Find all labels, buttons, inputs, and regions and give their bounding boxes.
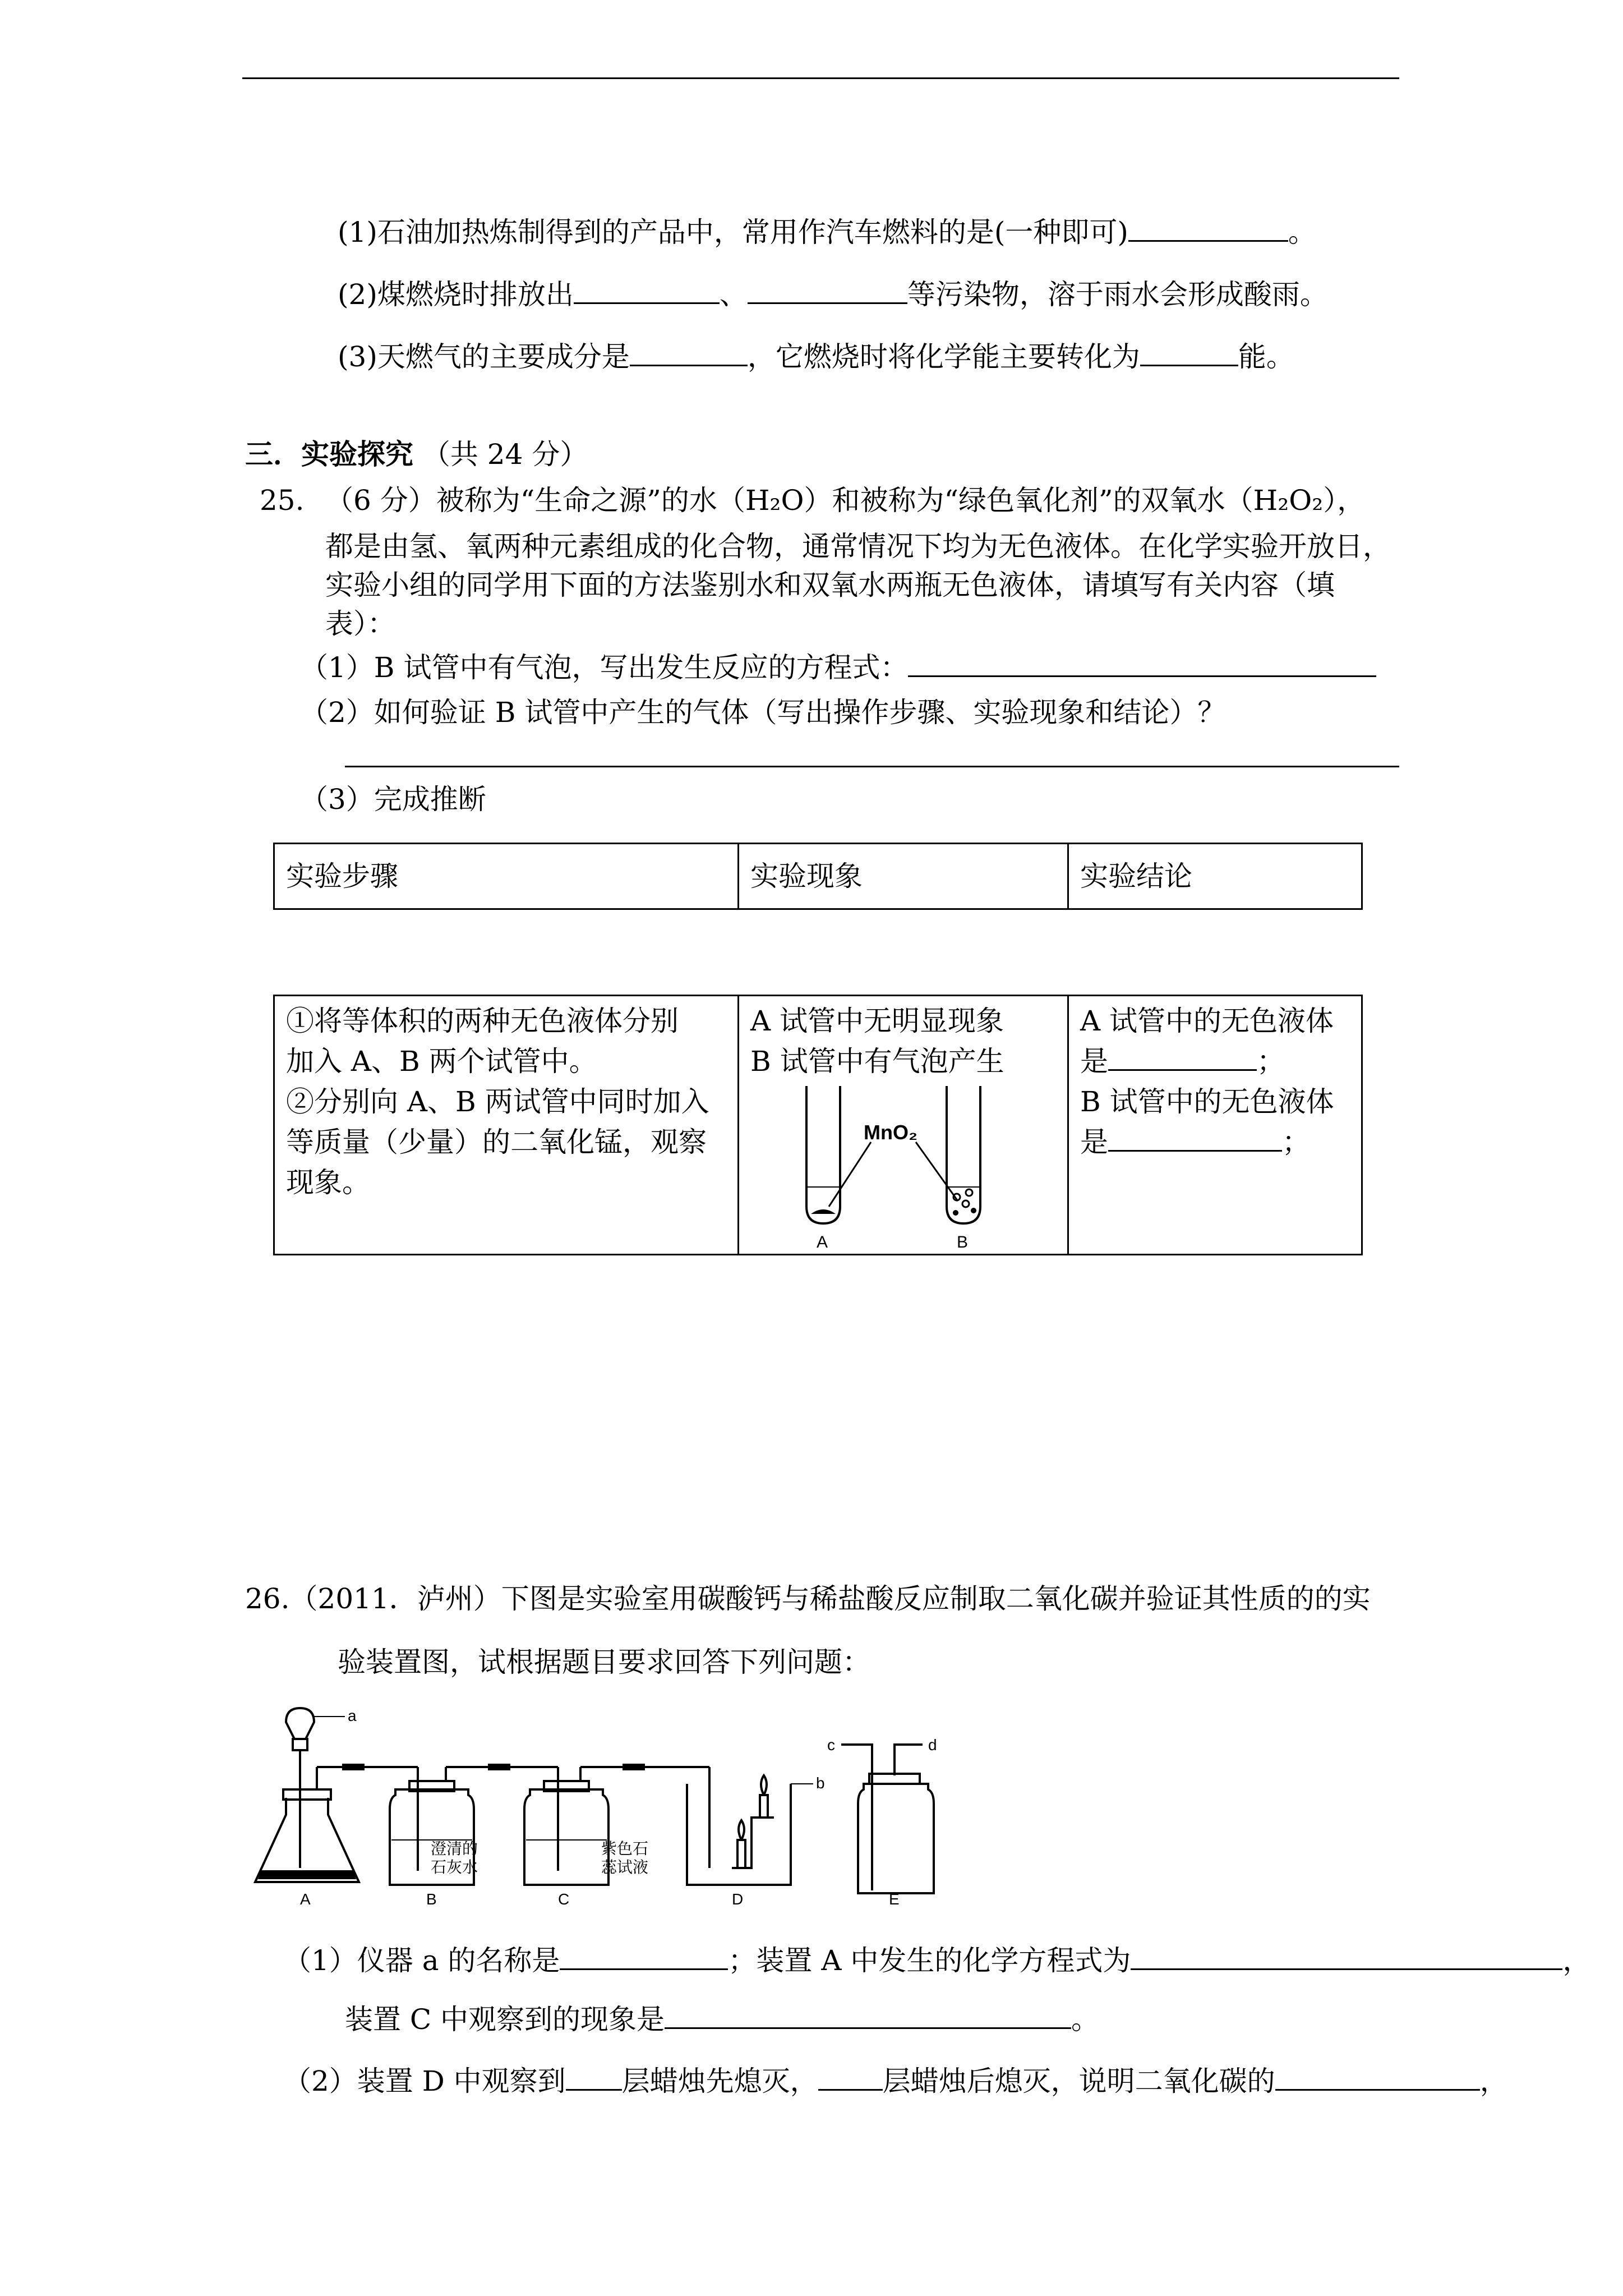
q25-sub1 — [300, 651, 1376, 684]
answer-blank[interactable] — [908, 651, 1376, 677]
q24-part3-text-a: (3)天燃气的主要成分是 — [338, 341, 630, 373]
q26-p2-text-b: 层蜡烛先熄灭， — [621, 2065, 818, 2097]
bubble-icon — [953, 1210, 958, 1216]
section-title: 三．实验探究 — [245, 438, 413, 471]
q26-part1 — [283, 1944, 1590, 1977]
rubber-tube — [342, 1764, 365, 1770]
q26-p1-text-e: 。 — [1071, 2003, 1100, 2036]
q24-part1-end: 。 — [1288, 216, 1316, 249]
inference-table-body — [273, 995, 1363, 1255]
calcium-carbonate — [258, 1871, 356, 1879]
q25-line1: （6 分）被称为“生命之源”的水（H₂O）和被称为“绿色氧化剂”的双氧水（H₂O₂）， — [325, 484, 1366, 517]
mno2-label: MnO₂ — [864, 1121, 917, 1144]
mno2-powder-a — [811, 1209, 836, 1214]
q24-part3 — [338, 340, 1294, 374]
label-C: C — [558, 1890, 570, 1907]
q24-part2-text-c: 等污染物，溶于雨水会形成酸雨。 — [907, 278, 1328, 311]
answer-blank[interactable] — [1108, 1125, 1282, 1152]
section-heading — [245, 438, 588, 471]
label-a: a — [348, 1707, 357, 1724]
q25-line3: 实验小组的同学用下面的方法鉴别水和双氧水两瓶无色液体，请填写有关内容（填 — [325, 569, 1335, 601]
answer-blank[interactable] — [665, 2003, 1071, 2029]
step-line: 加入 A、B 两个试管中。 — [286, 1045, 597, 1078]
step-line: ②分别向 A、B 两试管中同时加入 — [286, 1085, 709, 1118]
label-B: B — [426, 1890, 437, 1907]
q26-p1-text-a: （1）仪器 a 的名称是 — [283, 1944, 560, 1977]
bubble-icon — [966, 1189, 972, 1196]
funnel-stopcock — [293, 1739, 307, 1750]
bottle-e — [858, 1784, 934, 1893]
tube-a-label: A — [817, 1233, 828, 1249]
label-E: E — [889, 1890, 900, 1907]
test-tube-b — [947, 1086, 980, 1223]
answer-blank[interactable] — [1128, 215, 1288, 242]
candle-lower — [737, 1840, 745, 1868]
label-limewater-1: 澄清的 — [431, 1840, 478, 1857]
q26-p1-text-b: ；装置 A 中发生的化学方程式为 — [728, 1944, 1131, 1977]
header-phenomenon: 实验现象 — [739, 844, 1068, 909]
conclusion-is: 是 — [1080, 1045, 1108, 1078]
q25-number: 25. — [260, 484, 305, 517]
answer-blank[interactable] — [1131, 1944, 1562, 1970]
answer-blank[interactable] — [818, 2064, 883, 2091]
flame-lower-icon — [739, 1820, 744, 1840]
tube-d-port — [895, 1745, 923, 1775]
separatory-funnel-a — [286, 1708, 314, 1739]
phenomena-cell — [739, 996, 1068, 1255]
answer-blank[interactable] — [566, 2064, 622, 2091]
rubber-tube — [623, 1764, 645, 1770]
steps-cell — [274, 996, 739, 1255]
answer-blank[interactable] — [574, 278, 720, 304]
conclusion-line — [1080, 1122, 1350, 1162]
label-A: A — [300, 1890, 311, 1907]
label-c: c — [827, 1736, 835, 1754]
co2-apparatus-figure — [252, 1700, 1066, 1907]
q26-p2-text-a: （2）装置 D 中观察到 — [283, 2065, 566, 2097]
flask-a — [255, 1798, 359, 1882]
candle-upper — [760, 1795, 768, 1818]
step-line: 现象。 — [286, 1166, 370, 1199]
q26-part1-cont — [345, 2003, 1099, 2036]
semicolon: ； — [1257, 1045, 1285, 1078]
q24-part2-text-a: (2)煤燃烧时排放出 — [338, 278, 574, 311]
test-tube-a — [806, 1086, 840, 1223]
label-d: d — [928, 1736, 937, 1754]
q24-part2 — [338, 278, 1328, 311]
q24-part1 — [338, 215, 1316, 249]
q26-p2-text-c: 层蜡烛后熄灭，说明二氧化碳的 — [882, 2065, 1275, 2097]
label-b: b — [816, 1774, 825, 1792]
q24-part1-text: (1)石油加热炼制得到的产品中，常用作汽车燃料的是(一种即可) — [338, 216, 1128, 249]
tube-c-port — [841, 1745, 872, 1890]
step-line: ①将等体积的两种无色液体分别 — [286, 1005, 679, 1037]
test-tubes-figure — [778, 1080, 1003, 1249]
label-D: D — [732, 1890, 744, 1907]
q26-part2 — [283, 2064, 1508, 2098]
q25-sub2: （2）如何验证 B 试管中产生的气体（写出操作步骤、实验现象和结论）？ — [300, 696, 1226, 729]
label-litmus-2: 蕊试液 — [601, 1858, 649, 1876]
q25-line4: 表）： — [325, 608, 395, 640]
header-rule — [242, 77, 1399, 79]
q25-sub1-text: （1）B 试管中有气泡，写出发生反应的方程式： — [300, 651, 909, 684]
q25-line2: 都是由氢、氧两种元素组成的化合物，通常情况下均为无色液体。在化学实验开放日， — [325, 530, 1391, 563]
q26-p1-text-d: 装置 C 中观察到的现象是 — [345, 2003, 665, 2036]
q26-line1: 26.（2011．泸州）下图是实验室用碳酸钙与稀盐酸反应制取二氧化碳并验证其性质的的实 — [245, 1582, 1371, 1615]
q24-part2-text-b: 、 — [719, 278, 748, 311]
q26-p2-text-d: ， — [1479, 2065, 1508, 2097]
q25-sub3: （3）完成推断 — [300, 783, 486, 816]
phenomenon-line: B 试管中有气泡产生 — [750, 1045, 1004, 1078]
answer-blank[interactable] — [630, 340, 748, 366]
flame-upper-icon — [761, 1775, 767, 1795]
header-conclusion: 实验结论 — [1068, 844, 1362, 909]
phenomenon-line: A 试管中无明显现象 — [750, 1005, 1004, 1037]
answer-blank[interactable] — [1140, 340, 1238, 366]
section-score: （共 24 分） — [422, 438, 588, 471]
rubber-tube — [488, 1764, 510, 1770]
q24-part3-text-b: ，它燃烧时将化学能主要转化为 — [747, 341, 1140, 373]
q26-p1-text-c: ， — [1562, 1944, 1591, 1977]
stopper-a — [283, 1789, 331, 1800]
conclusion-line: A 试管中的无色液体 — [1080, 1005, 1334, 1037]
q26-line2: 验装置图，试根据题目要求回答下列问题： — [338, 1646, 870, 1678]
conclusion-line — [1080, 1041, 1350, 1082]
conclusion-cell — [1068, 996, 1362, 1255]
tube-b-label: B — [957, 1233, 969, 1249]
bubble-icon — [962, 1200, 969, 1207]
bubble-icon — [971, 1208, 976, 1213]
pointer-line — [829, 1142, 871, 1207]
label-litmus-1: 紫色石 — [601, 1840, 649, 1857]
semicolon: ； — [1282, 1126, 1310, 1158]
answer-blank[interactable] — [560, 1944, 728, 1970]
label-limewater-2: 石灰水 — [431, 1858, 478, 1876]
conclusion-is: 是 — [1080, 1126, 1108, 1158]
answer-blank[interactable] — [1275, 2064, 1480, 2091]
pointer-line — [916, 1142, 958, 1201]
bottle-c — [524, 1789, 608, 1885]
q24-part3-text-c: 能。 — [1238, 341, 1294, 373]
step-line: 等质量（少量）的二氧化锰，观察 — [286, 1126, 707, 1158]
inference-table-header — [273, 843, 1363, 910]
answer-line[interactable] — [345, 766, 1399, 767]
answer-blank[interactable] — [1108, 1045, 1257, 1071]
answer-blank[interactable] — [748, 278, 907, 304]
header-step: 实验步骤 — [274, 844, 739, 909]
conclusion-line: B 试管中的无色液体 — [1080, 1085, 1334, 1118]
